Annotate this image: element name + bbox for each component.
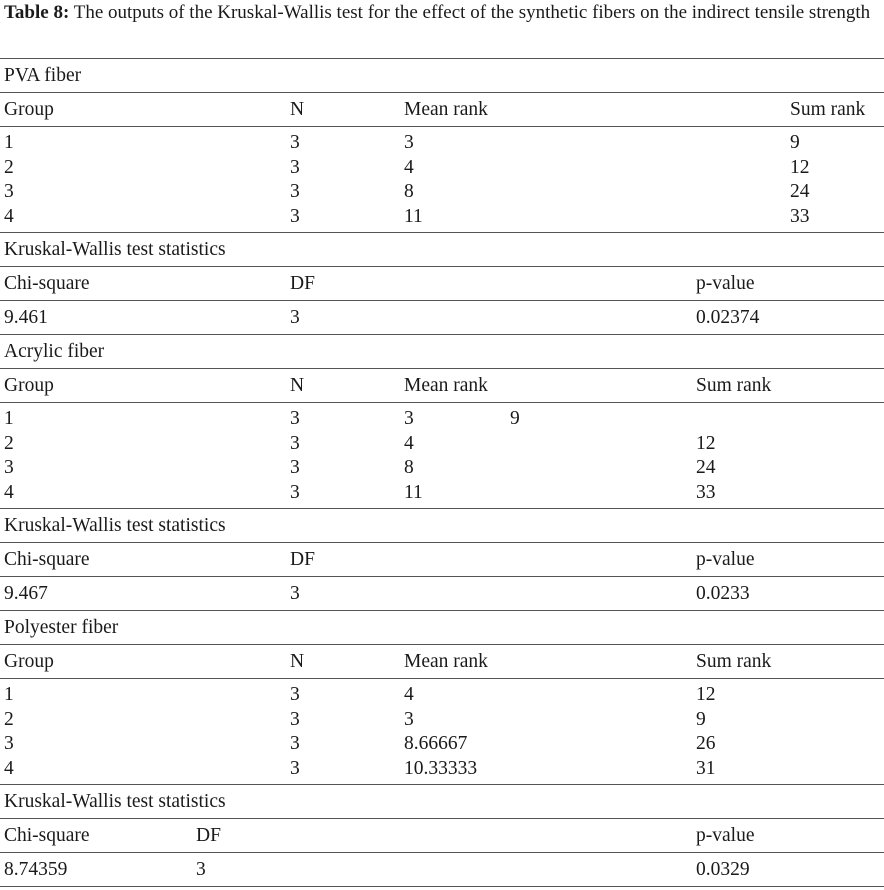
table-cell-n: 3 [290,132,300,153]
table-cell-sum-rank: 12 [696,684,716,705]
column-header-sum-rank: Sum rank [790,99,866,120]
table-cell-n: 3 [290,481,300,503]
table-cell-group: 3 [4,457,14,478]
table-cell-sum-rank: 9 [790,132,800,153]
section-bottom-rule [0,610,884,611]
table-cell-group: 1 [4,408,14,429]
table-cell-group: 4 [4,757,14,779]
column-header-group: Group [4,375,54,396]
table-cell-mean-rank: 4 [404,156,414,178]
table-cell-n: 3 [290,432,300,454]
rows-rule [0,784,884,785]
table-cell-mean-rank: 11 [404,205,423,227]
column-header-group: Group [4,651,54,672]
table-cell-sum-rank: 26 [696,733,716,754]
table-cell-sum-rank: 24 [696,457,716,478]
table-cell-group: 3 [4,181,14,202]
table-cell-n: 3 [290,757,300,779]
table-cell-sum-rank: 12 [790,156,810,178]
table-cell-group: 2 [4,156,14,178]
table-cell-n: 3 [290,733,300,754]
table-cell-group: 1 [4,132,14,153]
table-cell-n: 3 [290,205,300,227]
header-rule [0,678,884,679]
table-cell-group: 2 [4,432,14,454]
table-cell-mean-rank: 8.66667 [404,733,468,754]
section-title-rule [0,368,884,369]
kw-title-rule [0,266,884,267]
caption-text: The outputs of the Kruskal-Wallis test for the effect of the synthetic fibers on the indirect tensile strength [73,2,871,23]
stat-header-rule [0,300,884,301]
table-cell-group: 2 [4,708,14,730]
table-cell-mean-rank: 8 [404,457,414,478]
table-cell-n: 3 [290,708,300,730]
rows-rule [0,232,884,233]
table-cell-mean-rank: 3 [404,132,414,153]
column-header-n: N [290,375,305,396]
rows-rule [0,508,884,509]
stat-header-chi-square: Chi-square [4,273,90,294]
header-rule [0,402,884,403]
stat-header-p-value: p-value [696,825,755,846]
table-cell-sum-rank: 33 [696,481,716,503]
section-title-rule [0,92,884,93]
table-cell-sum-rank: 9 [510,408,520,429]
header-rule [0,126,884,127]
table-cell-n: 3 [290,181,300,202]
table-cell-mean-rank: 4 [404,684,414,705]
stat-header-chi-square: Chi-square [4,825,90,846]
stat-header-chi-square: Chi-square [4,549,90,570]
table-cell-group: 4 [4,205,14,227]
stat-value-chi-square: 8.74359 [4,859,68,880]
kw-title-rule [0,542,884,543]
column-header-mean-rank: Mean rank [404,651,488,672]
column-header-n: N [290,99,305,120]
table-cell-n: 3 [290,457,300,478]
table-cell-sum-rank: 12 [696,432,716,454]
section-title: PVA fiber [4,65,82,86]
kw-statistics-title: Kruskal-Wallis test statistics [4,239,226,260]
column-header-sum-rank: Sum rank [696,651,772,672]
column-header-n: N [290,651,305,672]
kw-title-rule [0,818,884,819]
section-title: Polyester fiber [4,617,119,638]
table-cell-sum-rank: 9 [696,708,706,730]
table-cell-n: 3 [290,408,300,429]
caption-label: Table 8: [4,2,70,23]
table-cell-mean-rank: 11 [404,481,423,503]
stat-header-rule [0,852,884,853]
table-cell-group: 3 [4,733,14,754]
column-header-mean-rank: Mean rank [404,99,488,120]
table-top-rule [0,58,884,59]
table-cell-group: 4 [4,481,14,503]
stat-header-p-value: p-value [696,273,755,294]
section-title: Acrylic fiber [4,341,105,362]
column-header-mean-rank: Mean rank [404,375,488,396]
stat-value-df: 3 [196,859,206,880]
stat-value-p-value: 0.02374 [696,307,760,328]
table-cell-sum-rank: 33 [790,205,810,227]
column-header-group: Group [4,99,54,120]
stat-header-df: DF [290,273,315,294]
table-cell-n: 3 [290,684,300,705]
kw-statistics-title: Kruskal-Wallis test statistics [4,515,226,536]
section-bottom-rule [0,886,884,887]
column-header-sum-rank: Sum rank [696,375,772,396]
table-cell-group: 1 [4,684,14,705]
stat-header-rule [0,576,884,577]
stat-value-df: 3 [290,583,300,604]
stat-header-p-value: p-value [696,549,755,570]
stat-value-p-value: 0.0233 [696,583,750,604]
table-cell-mean-rank: 3 [404,708,414,730]
table-cell-mean-rank: 10.33333 [404,757,478,779]
stat-header-df: DF [290,549,315,570]
table-cell-mean-rank: 8 [404,181,414,202]
section-bottom-rule [0,334,884,335]
table-caption [4,2,880,24]
stat-value-chi-square: 9.467 [4,583,48,604]
table-cell-n: 3 [290,156,300,178]
stat-value-chi-square: 9.461 [4,307,48,328]
section-title-rule [0,644,884,645]
stat-header-df: DF [196,825,221,846]
stat-value-p-value: 0.0329 [696,859,750,880]
table-cell-sum-rank: 24 [790,181,810,202]
stat-value-df: 3 [290,307,300,328]
table-cell-mean-rank: 3 [404,408,414,429]
kw-statistics-title: Kruskal-Wallis test statistics [4,791,226,812]
table-cell-mean-rank: 4 [404,432,414,454]
table-cell-sum-rank: 31 [696,757,716,779]
